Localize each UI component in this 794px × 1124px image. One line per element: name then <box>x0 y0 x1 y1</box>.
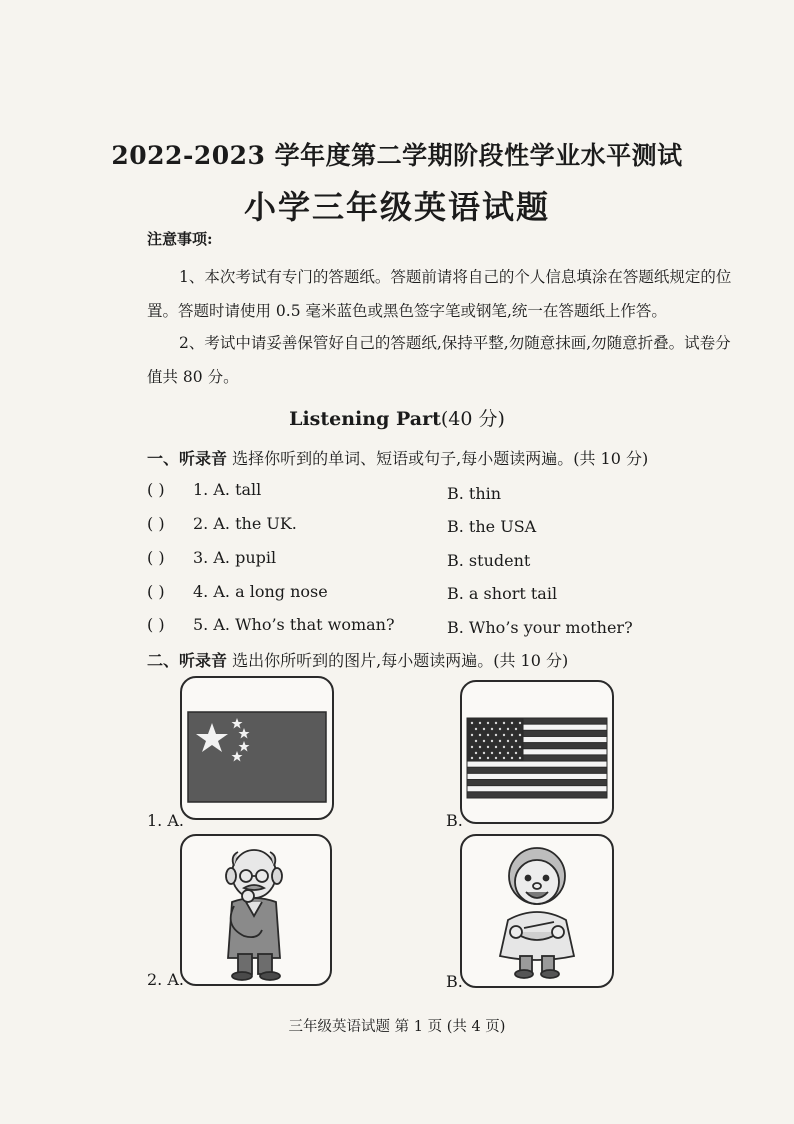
option-b: B. the USA <box>447 517 537 536</box>
option-a: 1. A. tall <box>193 480 262 499</box>
picture-1a[interactable] <box>180 676 334 820</box>
option-b: B. a short tail <box>447 584 558 603</box>
listening-title: Listening Part <box>289 408 441 430</box>
option-b: B. Who’s your mother? <box>447 618 633 637</box>
notice-heading: 注意事项: <box>147 230 213 248</box>
picture-label-2b: B. <box>446 972 463 991</box>
listening-points: (40 分) <box>440 408 505 430</box>
option-a: 5. A. Who’s that woman? <box>193 615 395 634</box>
picture-label-1b: B. <box>446 811 463 830</box>
part2-heading <box>147 648 568 671</box>
picture-label-1a: 1. A. <box>147 811 184 830</box>
picture-label-2a: 2. A. <box>147 970 184 989</box>
list-item <box>147 548 276 574</box>
grandmother-icon <box>462 836 612 986</box>
notice-item-2: 2、考试中请妥善保管好自己的答题纸,保持平整,勿随意抹画,勿随意折叠。试卷分值共 80 分。 <box>147 334 731 386</box>
answer-blank[interactable]: ( ) <box>147 582 165 601</box>
option-b: B. thin <box>447 484 502 503</box>
list-item <box>147 480 261 506</box>
part2-label: 二、听录音 <box>147 651 228 670</box>
part2-instruction: 选出你所听到的图片,每小题读两遍。(共 10 分) <box>232 651 569 670</box>
list-item <box>147 615 395 641</box>
listening-part-title <box>0 404 794 431</box>
page-footer: 三年级英语试题 第 1 页 (共 4 页) <box>288 1019 506 1035</box>
notice-item-1: 1、本次考试有专门的答题纸。答题前请将自己的个人信息填涂在答题纸规定的位置。答题时请使用 0.5 毫米蓝色或黑色签字笔或钢笔,统一在答题纸上作答。 <box>147 268 732 320</box>
answer-blank[interactable]: ( ) <box>147 615 165 634</box>
grandfather-icon <box>182 836 330 984</box>
answer-blank[interactable]: ( ) <box>147 514 165 533</box>
list-item <box>147 582 328 608</box>
usa-flag-icon <box>462 682 612 822</box>
answer-blank[interactable]: ( ) <box>147 548 165 567</box>
list-item <box>147 514 297 540</box>
option-a: 4. A. a long nose <box>193 582 328 601</box>
picture-1b[interactable] <box>460 680 614 824</box>
picture-2b[interactable] <box>460 834 614 988</box>
china-flag-icon <box>182 678 332 818</box>
option-a: 2. A. the UK. <box>193 514 297 533</box>
exam-subtitle: 小学三年级英语试题 <box>243 188 550 226</box>
part1-label: 一、听录音 <box>147 449 228 468</box>
answer-blank[interactable]: ( ) <box>147 480 165 499</box>
part1-heading <box>147 446 648 469</box>
exam-title: 2022-2023 学年度第二学期阶段性学业水平测试 <box>111 141 683 170</box>
picture-2a[interactable] <box>180 834 332 986</box>
part1-instruction: 选择你听到的单词、短语或句子,每小题读两遍。(共 10 分) <box>232 449 649 468</box>
option-b: B. student <box>447 551 531 570</box>
option-a: 3. A. pupil <box>193 548 277 567</box>
